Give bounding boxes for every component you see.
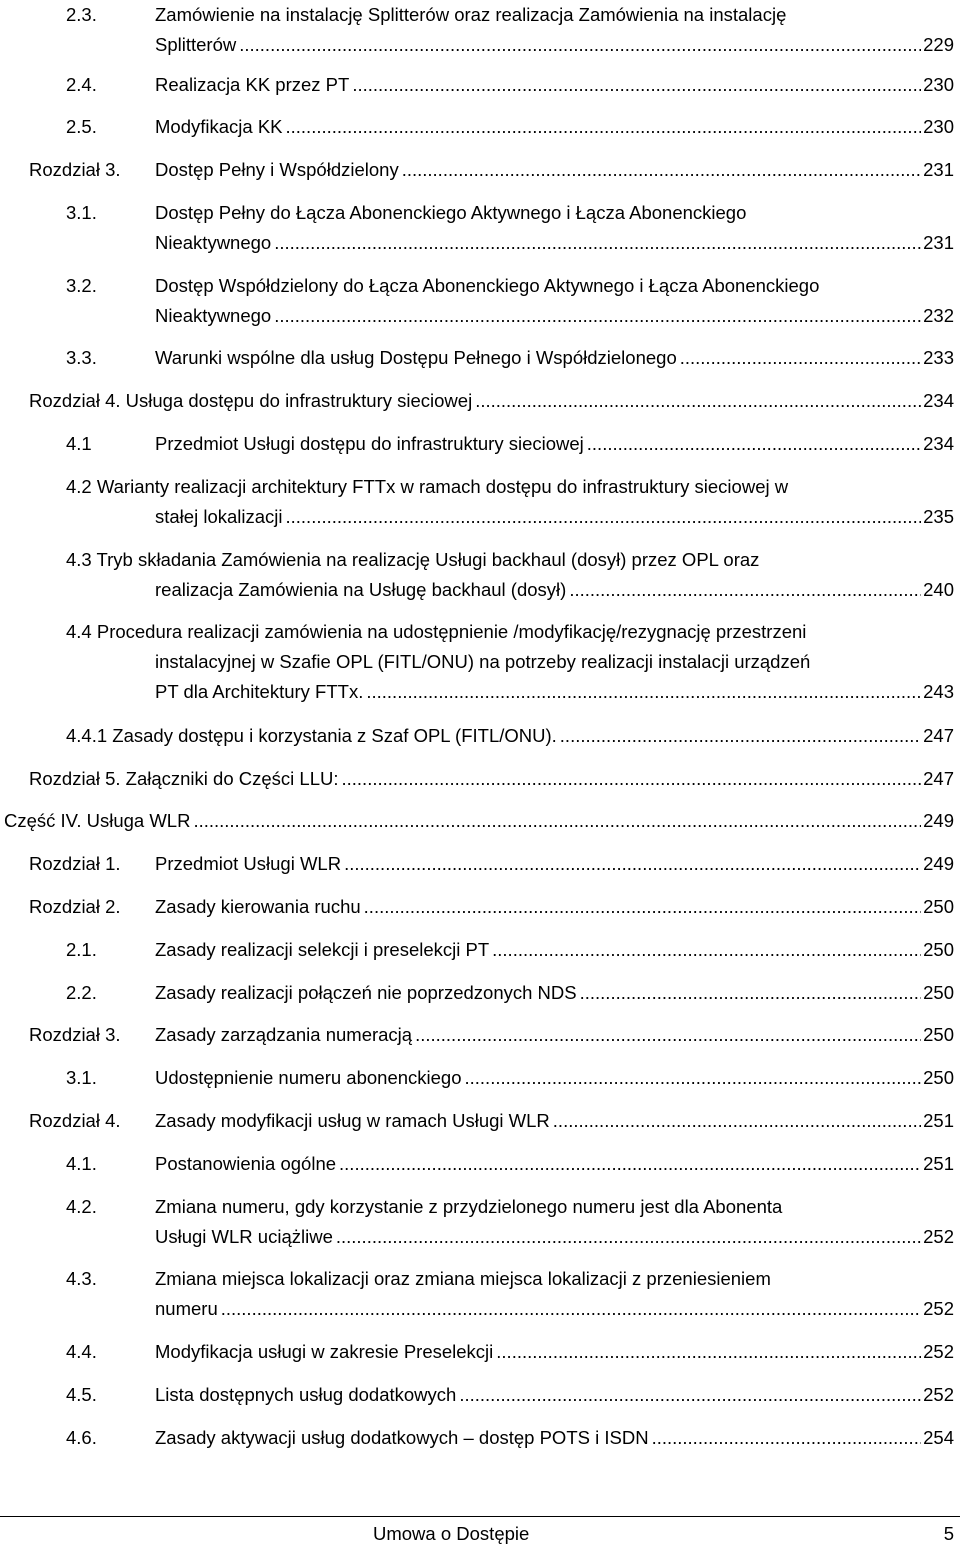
- dot-leader: [221, 1294, 921, 1324]
- dot-leader: [274, 228, 921, 258]
- toc-entry-page: 252: [921, 1294, 954, 1324]
- toc-entry: [0, 1423, 960, 1453]
- toc-entry-leader-row: [155, 155, 954, 185]
- toc-entry-page: 250: [921, 1020, 954, 1050]
- toc-entry-page: 247: [921, 721, 954, 751]
- dot-leader: [496, 1337, 921, 1367]
- toc-entry-page: 252: [921, 1380, 954, 1410]
- toc-entry: [0, 892, 960, 922]
- toc-entry: [0, 1337, 960, 1367]
- toc-entry-number: 3.1.: [66, 202, 97, 223]
- toc-entry-line: [0, 472, 960, 502]
- toc-entry-title: 4.4 Procedura realizacji zamówienia na udostępnienie /modyfikację/rezygnację przestrzeni: [66, 621, 807, 642]
- dot-leader: [465, 1063, 922, 1093]
- toc-entry-title: 4.2 Warianty realizacji architektury FTTx w ramach dostępu do infrastruktury sieciowej w: [66, 476, 789, 497]
- toc-entry-title: Realizacja KK przez PT: [155, 70, 352, 100]
- dot-leader: [492, 935, 921, 965]
- toc-entry-line: [0, 764, 960, 794]
- toc-entry-leader-row: [29, 764, 954, 794]
- toc-entry-title: PT dla Architektury FTTx.: [155, 677, 366, 707]
- toc-entry-line: [0, 386, 960, 416]
- toc-entry: [0, 1192, 960, 1252]
- toc-entry: [0, 155, 960, 185]
- toc-entry-title: Modyfikacja usługi w zakresie Preselekcji: [155, 1337, 496, 1367]
- toc-entry: [0, 343, 960, 373]
- dot-leader: [680, 343, 921, 373]
- toc-entry: [0, 386, 960, 416]
- toc-entry-line: [0, 70, 960, 100]
- toc-entry-leader-row: [155, 429, 954, 459]
- toc-entry: [0, 721, 960, 751]
- toc-entry-leader-row: [155, 228, 954, 258]
- toc-entry-line: [0, 806, 960, 836]
- toc-entry-title: Warunki wspólne dla usług Dostępu Pełnego i Współdzielonego: [155, 343, 680, 373]
- toc-entry-number: 2.3.: [66, 4, 97, 25]
- toc-entry-page: 252: [921, 1222, 954, 1252]
- dot-leader: [364, 892, 921, 922]
- toc-entry-number: 4.1: [66, 433, 92, 454]
- dot-leader: [560, 721, 921, 751]
- toc-entry-number: 2.2.: [66, 982, 97, 1003]
- toc-entry-title: Dostęp Współdzielony do Łącza Abonenckiego Aktywnego i Łącza Abonenckiego: [155, 275, 820, 296]
- toc-entry-page: 234: [921, 429, 954, 459]
- toc-entry-leader-row: [155, 1294, 954, 1324]
- toc-entry-line: [0, 30, 960, 60]
- toc-entry-title: Zasady realizacji selekcji i preselekcji PT: [155, 935, 492, 965]
- toc-entry-leader-row: [155, 935, 954, 965]
- toc-entry-leader-row: [155, 1337, 954, 1367]
- dot-leader: [286, 112, 922, 142]
- toc-entry-title: Nieaktywnego: [155, 301, 274, 331]
- dot-leader: [569, 575, 921, 605]
- toc-entry-line: [0, 0, 960, 30]
- toc-entry-page: 229: [921, 30, 954, 60]
- toc-entry: [0, 617, 960, 707]
- dot-leader: [415, 1020, 921, 1050]
- toc-entry: [0, 271, 960, 331]
- toc-entry-line: [0, 271, 960, 301]
- toc-entry-line: [0, 502, 960, 532]
- toc-entry-line: [0, 1222, 960, 1252]
- toc-entry-title: Zasady realizacji połączeń nie poprzedzonych NDS: [155, 978, 580, 1008]
- toc-entry-title: Zasady zarządzania numeracją: [155, 1020, 415, 1050]
- toc-entry-page: 233: [921, 343, 954, 373]
- toc-entry-title: realizacja Zamówienia na Usługę backhaul (dosył): [155, 575, 569, 605]
- toc-entry-number: 4.5.: [66, 1384, 97, 1405]
- toc-entry-line: [0, 228, 960, 258]
- toc-entry-leader-row: [155, 502, 954, 532]
- toc-entry-page: 250: [921, 978, 954, 1008]
- footer-divider: [0, 1516, 960, 1517]
- toc-entry-page: 254: [921, 1423, 954, 1453]
- toc-entry-line: [0, 1294, 960, 1324]
- toc-entry: [0, 849, 960, 879]
- toc-entry-line: [0, 301, 960, 331]
- toc-entry: [0, 545, 960, 605]
- toc-entry-leader-row: [155, 892, 954, 922]
- footer-page-number: 5: [943, 1523, 954, 1544]
- toc-entry-title: Zasady aktywacji usług dodatkowych – dostęp POTS i ISDN: [155, 1423, 652, 1453]
- toc-entry-line: [0, 1337, 960, 1367]
- toc-entry-line: [0, 155, 960, 185]
- dot-leader: [580, 978, 922, 1008]
- toc-entry-leader-row: [155, 677, 954, 707]
- toc-entry-number: Rozdział 1.: [29, 853, 121, 874]
- toc-entry: [0, 806, 960, 836]
- dot-leader: [344, 849, 921, 879]
- toc-entry-page: 250: [921, 935, 954, 965]
- toc-entry-page: 252: [921, 1337, 954, 1367]
- toc-entry-title: Część IV. Usługa WLR: [4, 806, 193, 836]
- toc-entry-page: 247: [921, 764, 954, 794]
- toc-entry-leader-row: [155, 1222, 954, 1252]
- toc-entry: [0, 0, 960, 60]
- toc-entry-page: 234: [921, 386, 954, 416]
- toc-entry-line: [0, 343, 960, 373]
- dot-leader: [342, 764, 922, 794]
- toc-entry-number: Rozdział 2.: [29, 896, 121, 917]
- toc-entry-title: Zmiana miejsca lokalizacji oraz zmiana miejsca lokalizacji z przeniesieniem: [155, 1268, 771, 1289]
- toc-entry-title: Usługi WLR uciążliwe: [155, 1222, 336, 1252]
- toc-entry: [0, 978, 960, 1008]
- toc-entry-leader-row: [155, 1380, 954, 1410]
- toc-entry-title: Lista dostępnych usług dodatkowych: [155, 1380, 459, 1410]
- toc-entry-page: 230: [921, 112, 954, 142]
- toc-entry-page: 231: [921, 228, 954, 258]
- toc-entry-title: Zmiana numeru, gdy korzystanie z przydzielonego numeru jest dla Abonenta: [155, 1196, 783, 1217]
- toc-entry-title: Postanowienia ogólne: [155, 1149, 339, 1179]
- toc-entry-number: 4.6.: [66, 1427, 97, 1448]
- dot-leader: [339, 1149, 921, 1179]
- toc-entry-leader-row: [155, 343, 954, 373]
- toc-entry-line: [0, 677, 960, 707]
- toc-entry: [0, 198, 960, 258]
- toc-entry-leader-row: [155, 1063, 954, 1093]
- toc-entry-title: Przedmiot Usługi dostępu do infrastruktury sieciowej: [155, 429, 587, 459]
- toc-entry-page: 240: [921, 575, 954, 605]
- toc-entry-leader-row: [155, 575, 954, 605]
- toc-entry: [0, 1149, 960, 1179]
- toc-entry-title: Nieaktywnego: [155, 228, 274, 258]
- toc-entry: [0, 1264, 960, 1324]
- toc-entry-line: [0, 429, 960, 459]
- toc-entry: [0, 112, 960, 142]
- toc-entry-page: 230: [921, 70, 954, 100]
- toc-entry: [0, 1020, 960, 1050]
- toc-entry-leader-row: [155, 1106, 954, 1136]
- toc-entry-leader-row: [155, 1149, 954, 1179]
- toc-entry-line: [0, 1264, 960, 1294]
- toc-entry-title: Zasady kierowania ruchu: [155, 892, 364, 922]
- toc-entry-number: 2.4.: [66, 74, 97, 95]
- toc-entry-line: [0, 1149, 960, 1179]
- toc-entry-line: [0, 935, 960, 965]
- toc-entry-page: 250: [921, 892, 954, 922]
- toc-entry-line: [0, 1020, 960, 1050]
- toc-entry: [0, 472, 960, 532]
- dot-leader: [366, 677, 921, 707]
- toc-entry-leader-row: [155, 849, 954, 879]
- toc-entry-line: [0, 1423, 960, 1453]
- toc-entry-title: numeru: [155, 1294, 221, 1324]
- dot-leader: [336, 1222, 921, 1252]
- toc-entry-title: Przedmiot Usługi WLR: [155, 849, 344, 879]
- toc-entry-title: Splitterów: [155, 30, 239, 60]
- toc-entry-title: stałej lokalizacji: [155, 502, 286, 532]
- toc-entry-page: 249: [921, 849, 954, 879]
- toc-entry-page: 249: [921, 806, 954, 836]
- toc-entry-line: [0, 545, 960, 575]
- toc-entry-number: Rozdział 4.: [29, 1110, 121, 1131]
- toc-entry-number: 2.1.: [66, 939, 97, 960]
- toc-entry: [0, 935, 960, 965]
- dot-leader: [459, 1380, 921, 1410]
- toc-entry-title: instalacyjnej w Szafie OPL (FITL/ONU) na potrzeby realizacji instalacji urządzeń: [155, 651, 811, 672]
- toc-entry-leader-row: [155, 978, 954, 1008]
- toc-entry-title: Modyfikacja KK: [155, 112, 286, 142]
- toc-entry-title: Rozdział 5. Załączniki do Części LLU:: [29, 764, 342, 794]
- toc-entry-line: [0, 978, 960, 1008]
- toc-entry-number: 4.1.: [66, 1153, 97, 1174]
- toc-entry-leader-row: [29, 386, 954, 416]
- toc-entry-line: [0, 1063, 960, 1093]
- dot-leader: [239, 30, 921, 60]
- toc-entry-page: 243: [921, 677, 954, 707]
- toc-entry-leader-row: [66, 721, 954, 751]
- toc-entry-number: 3.1.: [66, 1067, 97, 1088]
- toc-entry-leader-row: [155, 30, 954, 60]
- toc-entry-line: [0, 647, 960, 677]
- dot-leader: [286, 502, 922, 532]
- toc-entry-title: 4.4.1 Zasady dostępu i korzystania z Szaf OPL (FITL/ONU).: [66, 721, 560, 751]
- toc-entry-line: [0, 721, 960, 751]
- toc-entry: [0, 429, 960, 459]
- toc-entry: [0, 1106, 960, 1136]
- toc-entry-line: [0, 1106, 960, 1136]
- toc-entry-page: 251: [921, 1149, 954, 1179]
- toc-entry-leader-row: [4, 806, 954, 836]
- toc-entry-number: 2.5.: [66, 116, 97, 137]
- toc-entry-line: [0, 849, 960, 879]
- toc-entry-line: [0, 198, 960, 228]
- dot-leader: [193, 806, 921, 836]
- toc-entry-title: Dostęp Pełny i Współdzielony: [155, 155, 402, 185]
- toc-entry-title: 4.3 Tryb składania Zamówienia na realizację Usługi backhaul (dosył) przez OPL oraz: [66, 549, 760, 570]
- toc-entry-number: 4.4.: [66, 1341, 97, 1362]
- toc-entry-title: Dostęp Pełny do Łącza Abonenckiego Aktywnego i Łącza Abonenckiego: [155, 202, 747, 223]
- toc-entry: [0, 1063, 960, 1093]
- dot-leader: [352, 70, 921, 100]
- toc-entry-leader-row: [155, 1020, 954, 1050]
- toc-entry-title: Zasady modyfikacji usług w ramach Usługi WLR: [155, 1106, 553, 1136]
- toc-entry-leader-row: [155, 112, 954, 142]
- toc-entry-number: 4.3.: [66, 1268, 97, 1289]
- toc-entry-number: Rozdział 3.: [29, 1024, 121, 1045]
- toc-entry-line: [0, 892, 960, 922]
- footer-document-title: Umowa o Dostępie: [373, 1523, 530, 1544]
- toc-entry-line: [0, 112, 960, 142]
- toc-entry-line: [0, 617, 960, 647]
- toc-entry-page: 235: [921, 502, 954, 532]
- toc-entry: [0, 70, 960, 100]
- toc-entry: [0, 1380, 960, 1410]
- toc-entry: [0, 764, 960, 794]
- toc-entry-page: 251: [921, 1106, 954, 1136]
- toc-entry-page: 231: [921, 155, 954, 185]
- toc-entry-leader-row: [155, 70, 954, 100]
- toc-entry-number: 4.2.: [66, 1196, 97, 1217]
- toc-entry-line: [0, 1380, 960, 1410]
- toc-entry-number: Rozdział 3.: [29, 159, 121, 180]
- toc-entry-line: [0, 575, 960, 605]
- toc-entry-page: 232: [921, 301, 954, 331]
- toc-entry-page: 250: [921, 1063, 954, 1093]
- toc-entry-number: 3.3.: [66, 347, 97, 368]
- dot-leader: [553, 1106, 921, 1136]
- toc-entry-title: Rozdział 4. Usługa dostępu do infrastruktury sieciowej: [29, 386, 475, 416]
- dot-leader: [475, 386, 921, 416]
- toc-entry-leader-row: [155, 1423, 954, 1453]
- toc-entry-number: 3.2.: [66, 275, 97, 296]
- toc-entry-leader-row: [155, 301, 954, 331]
- toc-entry-line: [0, 1192, 960, 1222]
- dot-leader: [587, 429, 921, 459]
- toc-entry-title: Udostępnienie numeru abonenckiego: [155, 1063, 465, 1093]
- toc-entry-title: Zamówienie na instalację Splitterów oraz realizacja Zamówienia na instalację: [155, 4, 787, 25]
- dot-leader: [402, 155, 921, 185]
- dot-leader: [652, 1423, 922, 1453]
- dot-leader: [274, 301, 921, 331]
